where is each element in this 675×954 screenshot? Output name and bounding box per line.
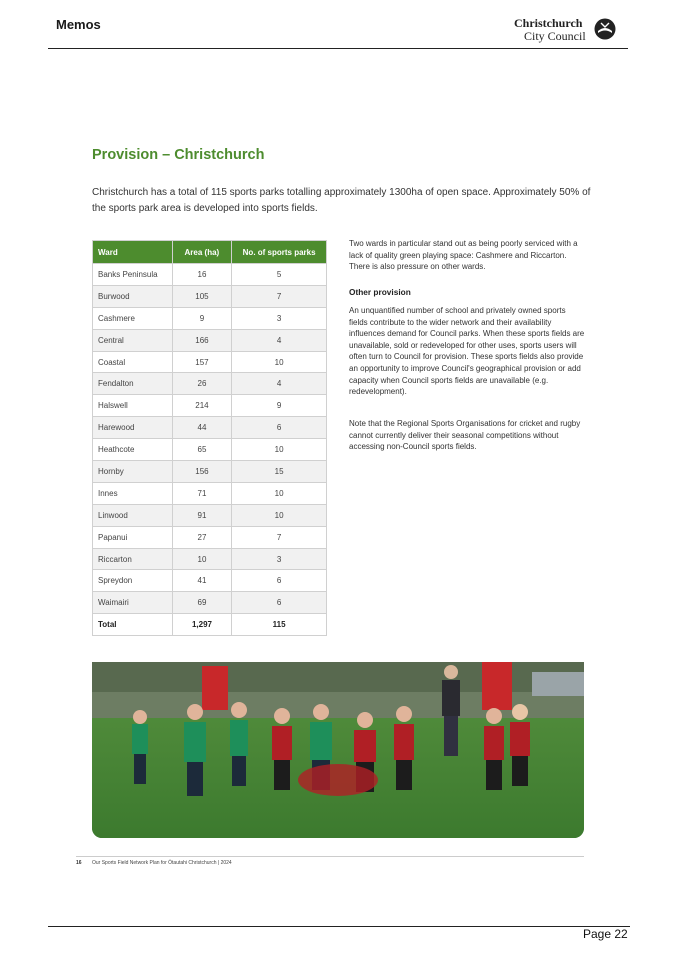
table-row bbox=[93, 548, 327, 570]
footer-page-number: 16 bbox=[76, 860, 82, 866]
parks-cell: 9 bbox=[232, 395, 327, 417]
table-row bbox=[93, 307, 327, 329]
ward-cell: Heathcote bbox=[93, 439, 173, 461]
ward-cell: Coastal bbox=[93, 351, 173, 373]
parks-cell: 15 bbox=[232, 461, 327, 483]
ward-table bbox=[92, 240, 327, 636]
table-row bbox=[93, 285, 327, 307]
table-total-row bbox=[93, 614, 327, 636]
parks-cell: 7 bbox=[232, 526, 327, 548]
ward-cell: Spreydon bbox=[93, 570, 173, 592]
total-parks: 115 bbox=[232, 614, 327, 636]
ward-cell: Harewood bbox=[93, 417, 173, 439]
area-cell: 156 bbox=[172, 461, 232, 483]
ward-cell: Linwood bbox=[93, 504, 173, 526]
side-paragraph-3: Note that the Regional Sports Organisations for cricket and rugby cannot currently deliver their seasonal competitions without accessing non-Council sports fields. bbox=[349, 419, 581, 452]
ward-cell: Innes bbox=[93, 482, 173, 504]
table-row bbox=[93, 351, 327, 373]
ward-cell: Hornby bbox=[93, 461, 173, 483]
rugby-photo-illustration bbox=[92, 662, 584, 838]
ward-cell: Burwood bbox=[93, 285, 173, 307]
table-row bbox=[93, 482, 327, 504]
table-row bbox=[93, 264, 327, 286]
header-parks: No. of sports parks bbox=[232, 241, 327, 264]
ward-cell: Central bbox=[93, 329, 173, 351]
rugby-photo bbox=[92, 662, 584, 838]
total-area: 1,297 bbox=[172, 614, 232, 636]
area-cell: 41 bbox=[172, 570, 232, 592]
logo-line1: Christchurch bbox=[514, 16, 583, 30]
ward-cell: Fendalton bbox=[93, 373, 173, 395]
table-row bbox=[93, 526, 327, 548]
table-row bbox=[93, 570, 327, 592]
logo-line2: City Council bbox=[524, 29, 586, 43]
ward-cell: Papanui bbox=[93, 526, 173, 548]
parks-cell: 10 bbox=[232, 504, 327, 526]
council-emblem-icon bbox=[594, 18, 616, 40]
area-cell: 16 bbox=[172, 264, 232, 286]
parks-cell: 10 bbox=[232, 439, 327, 461]
parks-cell: 6 bbox=[232, 417, 327, 439]
table-row bbox=[93, 439, 327, 461]
ward-cell: Waimairi bbox=[93, 592, 173, 614]
parks-cell: 10 bbox=[232, 482, 327, 504]
header-ward: Ward bbox=[93, 241, 173, 264]
table-row bbox=[93, 417, 327, 439]
table-row bbox=[93, 329, 327, 351]
total-label: Total bbox=[93, 614, 173, 636]
header-divider bbox=[48, 48, 628, 49]
ward-cell: Riccarton bbox=[93, 548, 173, 570]
area-cell: 9 bbox=[172, 307, 232, 329]
parks-cell: 4 bbox=[232, 329, 327, 351]
section-title: Provision – Christchurch bbox=[92, 147, 265, 163]
intro-paragraph: Christchurch has a total of 115 sports parks totalling approximately 1300ha of open space. Approximately 50% of the sports park area is developed into sports fields. bbox=[92, 187, 591, 214]
area-cell: 166 bbox=[172, 329, 232, 351]
parks-cell: 4 bbox=[232, 373, 327, 395]
page-number: Page 22 bbox=[583, 927, 628, 941]
side-paragraph-2: An unquantified number of school and privately owned sports fields contribute to the wider network and their availability influences demand for Council parks. When these sports fields are unavailable, sold or redeveloped for other uses, sports users will often turn to Council for provision. These sports fields also provide an opportunity to improve Council's geographical provision or add capacity when Council sports fields are unavailable (e.g. redevelopment). bbox=[349, 306, 585, 397]
table-row bbox=[93, 461, 327, 483]
area-cell: 157 bbox=[172, 351, 232, 373]
parks-cell: 6 bbox=[232, 570, 327, 592]
memo-label: Memos bbox=[56, 17, 101, 32]
table-row bbox=[93, 504, 327, 526]
area-cell: 27 bbox=[172, 526, 232, 548]
area-cell: 44 bbox=[172, 417, 232, 439]
parks-cell: 10 bbox=[232, 351, 327, 373]
area-cell: 71 bbox=[172, 482, 232, 504]
council-logo bbox=[514, 16, 618, 46]
footer-divider bbox=[76, 856, 584, 857]
area-cell: 91 bbox=[172, 504, 232, 526]
parks-cell: 6 bbox=[232, 592, 327, 614]
area-cell: 105 bbox=[172, 285, 232, 307]
area-cell: 26 bbox=[172, 373, 232, 395]
area-cell: 10 bbox=[172, 548, 232, 570]
parks-cell: 5 bbox=[232, 264, 327, 286]
area-cell: 65 bbox=[172, 439, 232, 461]
table-row bbox=[93, 373, 327, 395]
table-header-row bbox=[93, 241, 327, 264]
header-area: Area (ha) bbox=[172, 241, 232, 264]
area-cell: 69 bbox=[172, 592, 232, 614]
ward-cell: Banks Peninsula bbox=[93, 264, 173, 286]
ward-cell: Halswell bbox=[93, 395, 173, 417]
table-row bbox=[93, 592, 327, 614]
footer-caption: Our Sports Field Network Plan for Ōtautahi Christchurch | 2024 bbox=[92, 860, 232, 866]
ward-cell: Cashmere bbox=[93, 307, 173, 329]
area-cell: 214 bbox=[172, 395, 232, 417]
parks-cell: 7 bbox=[232, 285, 327, 307]
parks-cell: 3 bbox=[232, 307, 327, 329]
table-row bbox=[93, 395, 327, 417]
parks-cell: 3 bbox=[232, 548, 327, 570]
other-provision-heading: Other provision bbox=[349, 287, 411, 297]
footer-rule bbox=[48, 926, 630, 927]
side-paragraph-1: Two wards in particular stand out as being poorly serviced with a lack of quality green playing space: Cashmere and Riccarton. There is also pressure on other wards. bbox=[349, 239, 578, 272]
